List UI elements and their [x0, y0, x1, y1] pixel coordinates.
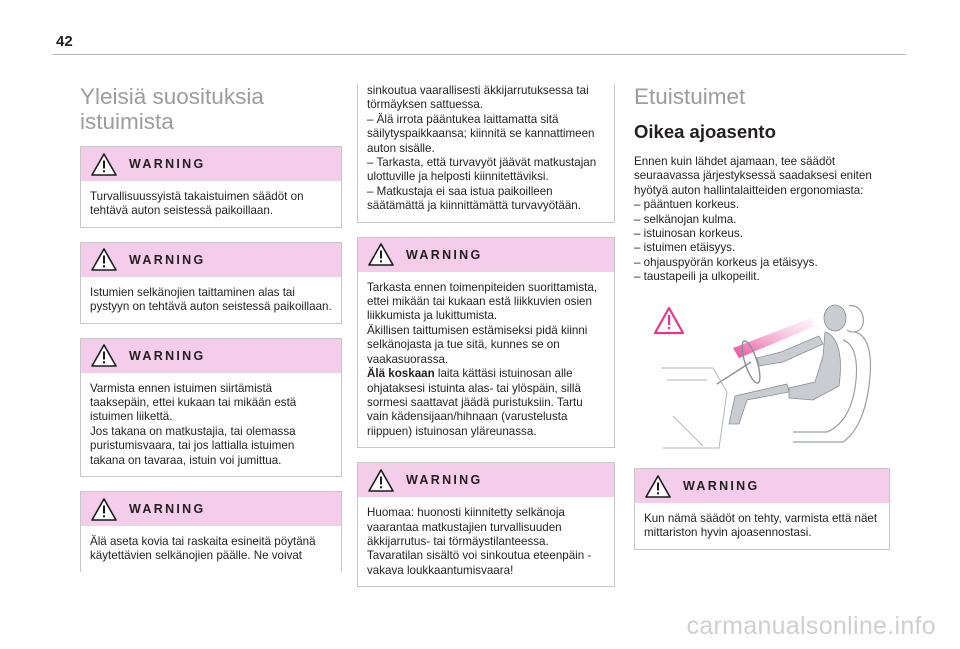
- warning-box: [80, 338, 342, 477]
- adjustment-list-item: – selkänojan kulma.: [634, 212, 737, 226]
- warning-text: [81, 526, 341, 572]
- warning-box: [357, 237, 615, 448]
- warning-triangle-icon: [91, 153, 117, 176]
- warning-paragraph: Tavaratilan sisältö voi sinkoutua eteenpäin - vakava loukkaantumisvaara!: [367, 549, 592, 577]
- warning-paragraph: Jos takana on matkustajia, tai olemassa puristumisvaara, tai jos lattialla istuimen takana on tavaraa, istuin voi jumittua.: [90, 424, 296, 467]
- warning-paragraph: Huomaa: huonosti kiinnitetty selkänoja vaarantaa matkustajien turvallisuuden äkkijarrutus- tai törmäystilanteessa.: [367, 506, 565, 548]
- warning-label: WARNING: [129, 252, 206, 267]
- adjustment-list-item: – taustapeili ja ulkopeilit.: [634, 270, 760, 284]
- adjustment-list-item: – istuimen etäisyys.: [634, 241, 736, 255]
- warning-text: [81, 181, 341, 227]
- warning-triangle-icon: [91, 248, 117, 271]
- column-3: [634, 84, 890, 285]
- warning-continuation: [357, 84, 615, 223]
- warning-paragraph: Äkillisen taittumisen estämiseksi pidä kiinni selkänojasta ja tue sitä, kunnes se on vaakasuorassa.: [367, 323, 588, 366]
- warning-box: [80, 146, 342, 228]
- warning-text: [81, 277, 341, 323]
- warning-paragraph: Älä aseta kovia tai raskaita esineitä pöytänä käytettävien selkänojien päälle. Ne voivat: [90, 535, 316, 563]
- warning-paragraph: Istumien selkänojien taittaminen alas tai pystyyn on tehtävä auton seistessä paikoillaan.: [90, 285, 332, 314]
- continuation-list-item: – Matkustaja ei saa istua paikoilleen säätämättä ja kiinnittämättä turvavyötään.: [367, 184, 581, 213]
- warning-box: [634, 468, 890, 550]
- warning-header: [358, 463, 614, 497]
- warning-box: [80, 242, 342, 324]
- warning-triangle-icon: [368, 469, 394, 492]
- warning-triangle-icon: [91, 498, 117, 521]
- warning-triangle-icon: [91, 344, 117, 367]
- warning-text: [358, 497, 614, 586]
- warning-label: WARNING: [129, 502, 206, 517]
- section-title-general-recommendations: Yleisiä suosituksia istuimista: [80, 84, 264, 134]
- continuation-list-item: – Älä irrota pääntukea laittamatta sitä säilytyspaikkaansa; kiinnitä se kannattimeen auton sisälle.: [367, 112, 595, 155]
- continuation-list-item: – Tarkasta, että turvavyöt jäävät matkustajan ulottuville ja helposti kiinnitettäviksi.: [367, 156, 597, 184]
- column-1: [80, 84, 342, 586]
- warning-header: [635, 469, 889, 503]
- warning-label: WARNING: [406, 473, 483, 488]
- warning-header: [358, 238, 614, 272]
- page-number: 42: [56, 33, 73, 50]
- warning-label: WARNING: [406, 247, 483, 262]
- warning-header: [81, 339, 341, 373]
- warning-box: [80, 491, 342, 572]
- warning-header: [81, 243, 341, 277]
- warning-text: [635, 503, 889, 549]
- column-3-warning: [634, 468, 890, 564]
- warning-header: [81, 492, 341, 526]
- subsection-title-driving-position: Oikea ajoasento: [634, 121, 776, 142]
- warning-text: [81, 373, 341, 476]
- warning-box: [357, 462, 615, 587]
- warning-triangle-icon: [645, 475, 671, 498]
- driving-position-illustration: [643, 296, 883, 456]
- warning-label: WARNING: [129, 157, 206, 171]
- warning-paragraph: Varmista ennen istuimen siirtämistä taaksepäin, ettei kukaan tai mikään estä istuimen liikettä.: [90, 381, 297, 424]
- warning-paragraph: Turvallisuussyistä takaistuimen säädöt on tehtävä auton seistessä paikoillaan.: [90, 190, 304, 218]
- warning-text: [358, 272, 614, 447]
- warning-paragraph: Tarkasta ennen toimenpiteiden suorittamista, ettei mikään tai kukaan estä liikkuvien osien liikkumista ja lukittumista.: [367, 280, 598, 323]
- dashboard-outline: [661, 368, 727, 448]
- warning-label: WARNING: [129, 348, 206, 363]
- adjustment-list-item: – ohjauspyörän korkeus ja etäisyys.: [634, 255, 818, 269]
- emphasis-text: Älä koskaan: [367, 367, 435, 381]
- warning-paragraph: [367, 367, 605, 439]
- continuation-paragraph: sinkoutua vaarallisesti äkkijarrutuksessa tai törmäyksen sattuessa.: [367, 84, 589, 112]
- warning-label: WARNING: [683, 479, 760, 493]
- header-rule: [52, 54, 906, 55]
- warning-header: [81, 147, 341, 181]
- section-title-front-seats: Etuistuimet: [634, 84, 746, 109]
- watermark: carmanualsonline.info: [686, 612, 936, 640]
- column-2: [357, 84, 615, 601]
- warning-paragraph: Kun nämä säädöt on tehty, varmista että näet mittariston hyvin ajoasennostasi.: [644, 512, 878, 540]
- adjustment-list-item: – istuinosan korkeus.: [634, 227, 743, 241]
- adjustment-list-item: – pääntuen korkeus.: [634, 198, 740, 212]
- warning-triangle-icon: [655, 308, 683, 333]
- intro-paragraph: Ennen kuin lähdet ajamaan, tee säädöt seuraavassa järjestyksessä saadaksesi eniten hyötyä auton hallintalaitteiden ergonomiasta:: [634, 155, 872, 197]
- warning-triangle-icon: [368, 243, 394, 266]
- warning-text-rest: laita kättäsi istuinosan alle ohjataksesi istuinta alas- tai ylöspäin, sillä sormesi saattavat jäädä puristuksiin. Tartu vain kädensijaan/hihnaan (varustelusta riippuen) istuinosan yläreunassa.: [367, 367, 583, 438]
